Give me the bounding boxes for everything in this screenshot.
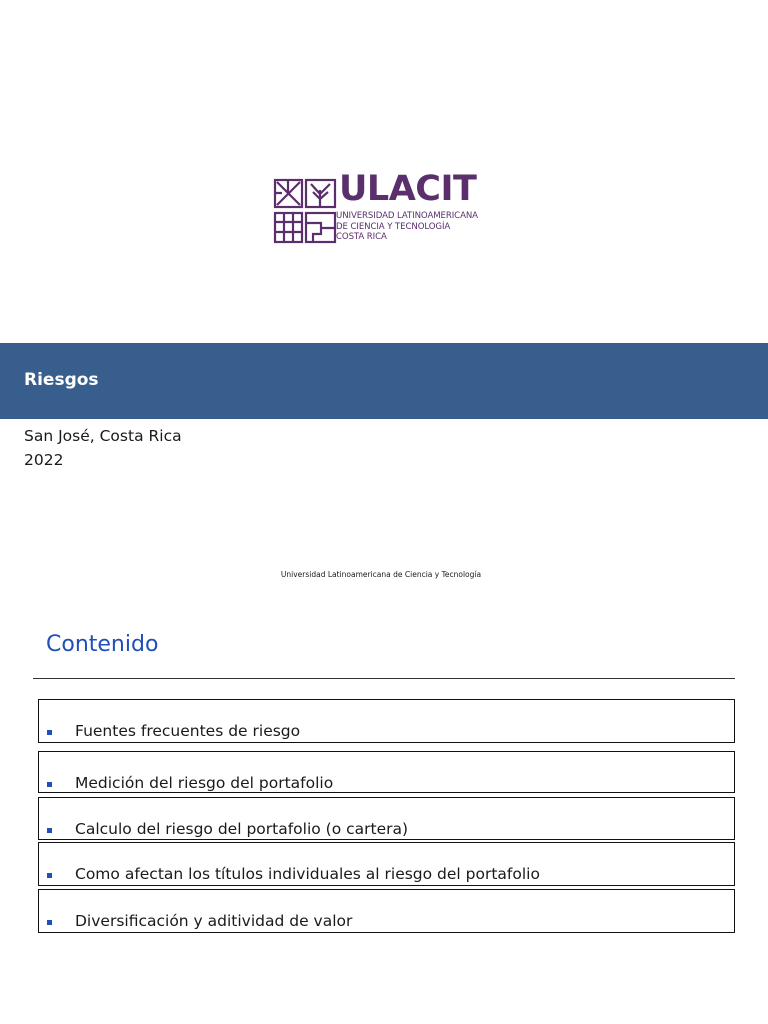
slide-title: Riesgos <box>24 370 99 390</box>
logo-subtitle-line: UNIVERSIDAD LATINOAMERICANA <box>336 211 478 221</box>
bullet-icon <box>47 730 52 735</box>
list-item-label: Diversificación y aditividad de valor <box>75 912 360 930</box>
title-divider <box>33 678 735 679</box>
list-item <box>38 889 735 933</box>
list-item <box>38 842 735 886</box>
year-text: 2022 <box>24 451 64 469</box>
ulacit-logo <box>273 169 503 244</box>
logo-subtitle-line: COSTA RICA <box>336 232 387 242</box>
bullet-icon <box>47 873 52 878</box>
contents-slide <box>0 600 768 1024</box>
footer-university-name: Universidad Latinoamericana de Ciencia y Tecnología <box>280 570 482 579</box>
list-item-label: Como afectan los títulos individuales al riesgo del portafolio <box>75 865 548 883</box>
bullet-icon <box>47 920 52 925</box>
bullet-icon <box>47 782 52 787</box>
contents-title: Contenido <box>46 632 159 657</box>
list-item-label: Calculo del riesgo del portafolio (o cartera) <box>75 820 416 838</box>
list-item <box>38 797 735 840</box>
logo-subtitle-line: DE CIENCIA Y TECNOLOGÍA <box>336 221 451 232</box>
list-item <box>38 751 735 793</box>
title-bar <box>0 343 768 419</box>
logo-subtitle <box>336 211 478 243</box>
location-text: San José, Costa Rica <box>24 427 182 445</box>
list-item <box>38 699 735 743</box>
logo-wordmark: ULACIT <box>339 169 477 209</box>
ulacit-emblem-icon <box>273 178 337 244</box>
list-item-label: Medición del riesgo del portafolio <box>75 774 341 792</box>
list-item-label: Fuentes frecuentes de riesgo <box>75 722 308 740</box>
bullet-icon <box>47 828 52 833</box>
